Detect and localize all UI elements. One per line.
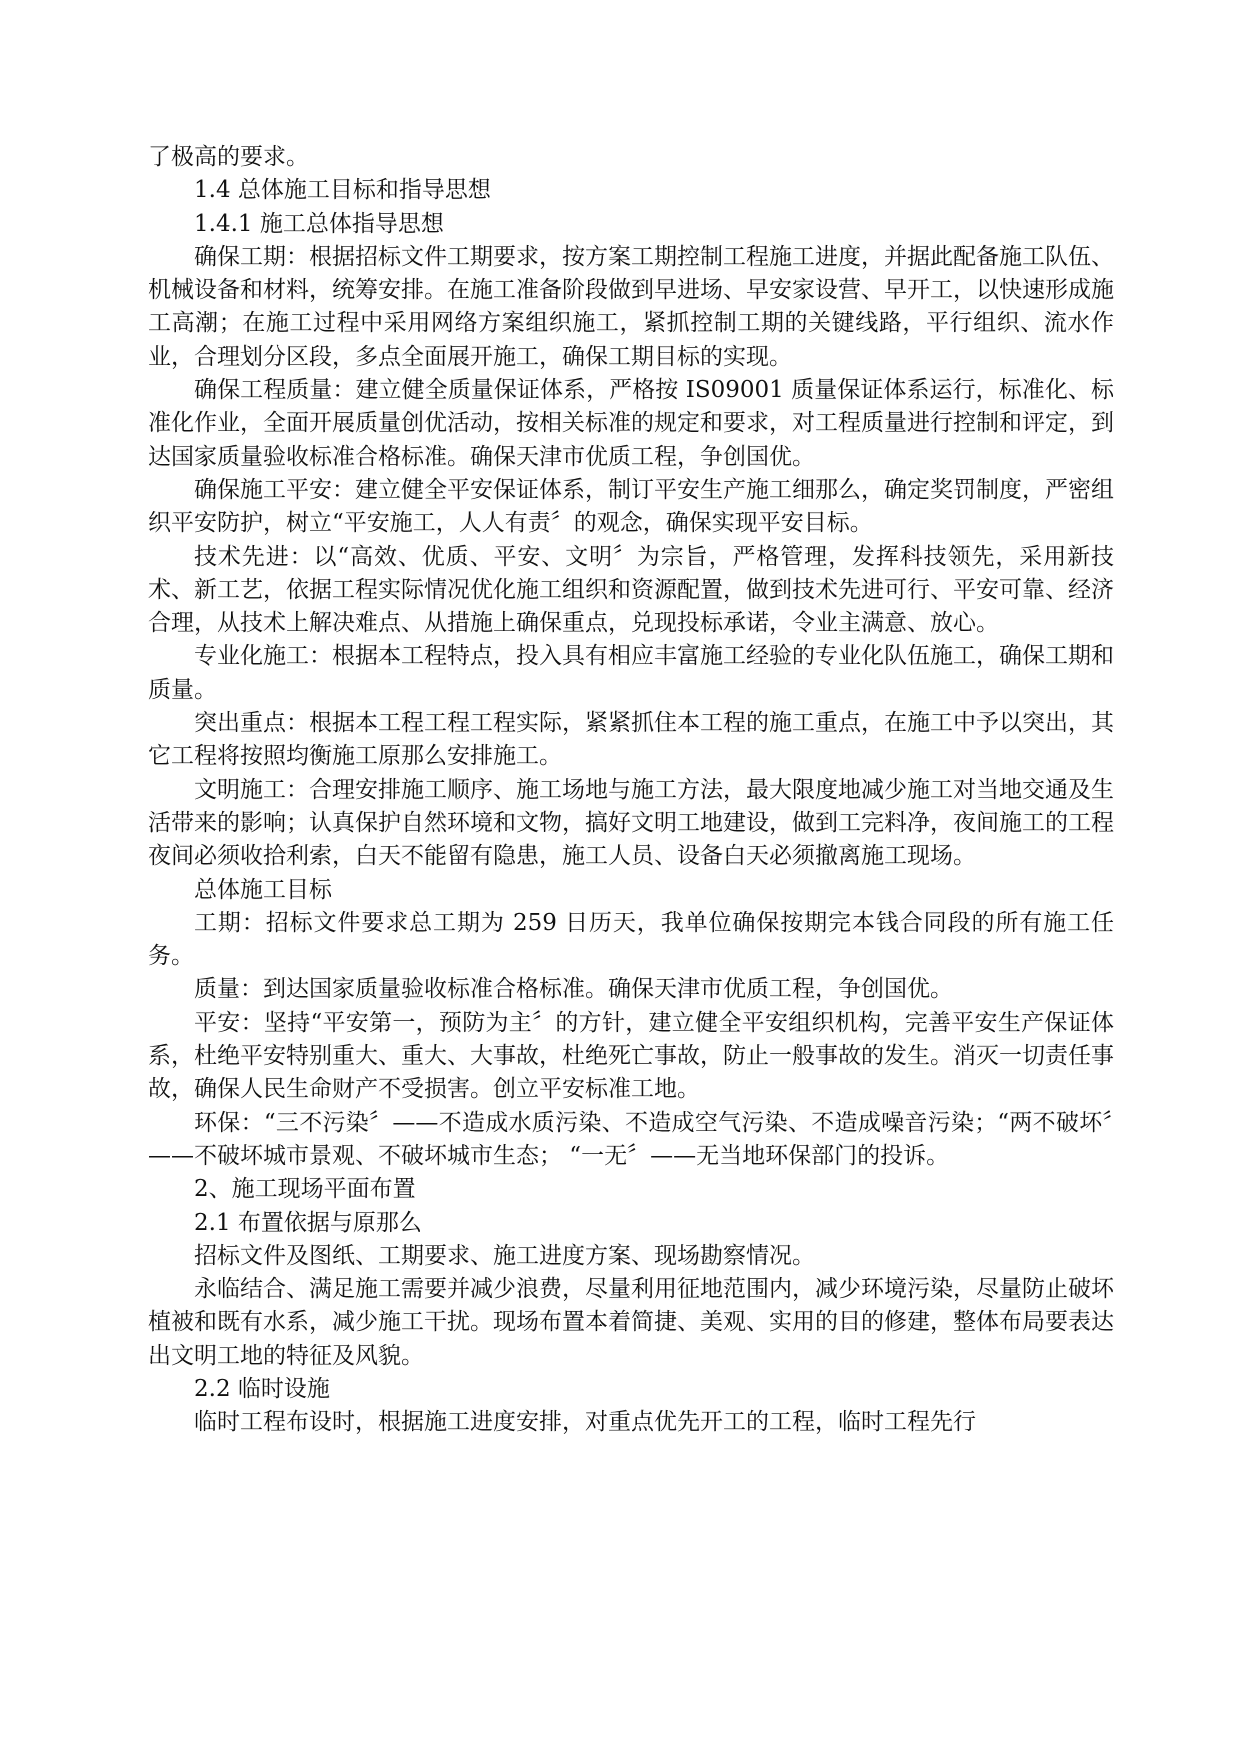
paragraph-quality: 确保工程质量：建立健全质量保证体系，严格按 IS09001 质量保证体系运行，标准化、标准化作业，全面开展质量创优活动，按相关标准的规定和要求，对工程质量进行控制和评定，到达国家质量验收标准合格标准。确保天津市优质工程，争创国优。	[148, 377, 1114, 470]
paragraph-goal-duration: 工期：招标文件要求总工期为 259 日历天，我单位确保按期完本钱合同段的所有施工任务。	[148, 909, 1114, 970]
paragraph-safety: 确保施工平安：建立健全平安保证体系，制订平安生产施工细那么，确定奖罚制度，严密组织平安防护，树立“平安施工，人人有责〞的观念，确保实现平安目标。	[148, 476, 1114, 537]
paragraph-schedule: 确保工期：根据招标文件工期要求，按方案工期控制工程施工进度，并据此配备施工队伍、机械设备和材料，统筹安排。在施工准备阶段做到早进场、早安家设营、早开工，以快速形成施工高潮；在施工过程中采用网络方案组织施工，紧抓控制工期的关键线路，平行组织、流水作业，合理划分区段，多点全面展开施工，确保工期目标的实现。	[148, 243, 1114, 370]
paragraph-goal-quality: 质量：到达国家质量验收标准合格标准。确保天津市优质工程，争创国优。	[194, 976, 953, 1003]
section-heading-2-1: 2.1 布置依据与原那么	[194, 1209, 422, 1236]
paragraph-key-points: 突出重点：根据本工程工程工程实际，紧紧抓住本工程的施工重点，在施工中予以突出，其它工程将按照均衡施工原那么安排施工。	[148, 710, 1114, 770]
paragraph-temporary-works: 临时工程布设时，根据施工进度安排，对重点优先开工的工程，临时工程先行	[194, 1409, 976, 1436]
paragraph-specialization: 专业化施工：根据本工程特点，投入具有相应丰富施工经验的专业化队伍施工，确保工期和质量。	[148, 643, 1114, 703]
section-heading-2: 2、施工现场平面布置	[194, 1176, 416, 1203]
paragraph-layout-basis: 招标文件及图纸、工期要求、施工进度方案、现场勘察情况。	[194, 1242, 815, 1269]
section-heading-1-4-1: 1.4.1 施工总体指导思想	[194, 210, 444, 237]
section-heading-2-2: 2.2 临时设施	[194, 1375, 330, 1402]
paragraph-goal-safety: 平安：坚持“平安第一，预防为主〞的方针，建立健全平安组织机构，完善平安生产保证体系，杜绝平安特别重大、重大、大事故，杜绝死亡事故，防止一般事故的发生。消灭一切责任事故，确保人民生命财产不受损害。创立平安标准工地。	[148, 1009, 1114, 1103]
paragraph-civilized-construction: 文明施工：合理安排施工顺序、施工场地与施工方法，最大限度地减少施工对当地交通及生活带来的影响；认真保护自然环境和文物，搞好文明工地建设，做到工完料净，夜间施工的工程夜间必须收拾利索，白天不能留有隐患，施工人员、设备白天必须撤离施工现场。	[148, 776, 1114, 870]
paragraph-layout-principles: 永临结合、满足施工需要并减少浪费，尽量利用征地范围内，减少环境污染，尽量防止破坏植被和既有水系，减少施工干扰。现场布置本着简捷、美观、实用的目的修建，整体布局要表达出文明工地的特征及风貌。	[148, 1276, 1114, 1369]
paragraph-continuation: 了极高的要求。	[148, 144, 309, 170]
subheading-overall-goals: 总体施工目标	[194, 876, 332, 903]
paragraph-goal-environment: 环保：“三不污染〞——不造成水质污染、不造成空气污染、不造成噪音污染；“两不破坏〞——不破坏城市景观、不破坏城市生态； “一无〞——无当地环保部门的投诉。	[148, 1109, 1114, 1169]
document-body	[148, 141, 1114, 1440]
paragraph-technology: 技术先进：以“高效、优质、平安、文明〞为宗旨，严格管理，发挥科技领先，采用新技术、新工艺，依据工程实际情况优化施工组织和资源配置，做到技术先进可行、平安可靠、经济合理，从技术上解决难点、从措施上确保重点，兑现投标承诺，令业主满意、放心。	[148, 543, 1114, 637]
section-heading-1-4: 1.4 总体施工目标和指导思想	[194, 177, 491, 204]
